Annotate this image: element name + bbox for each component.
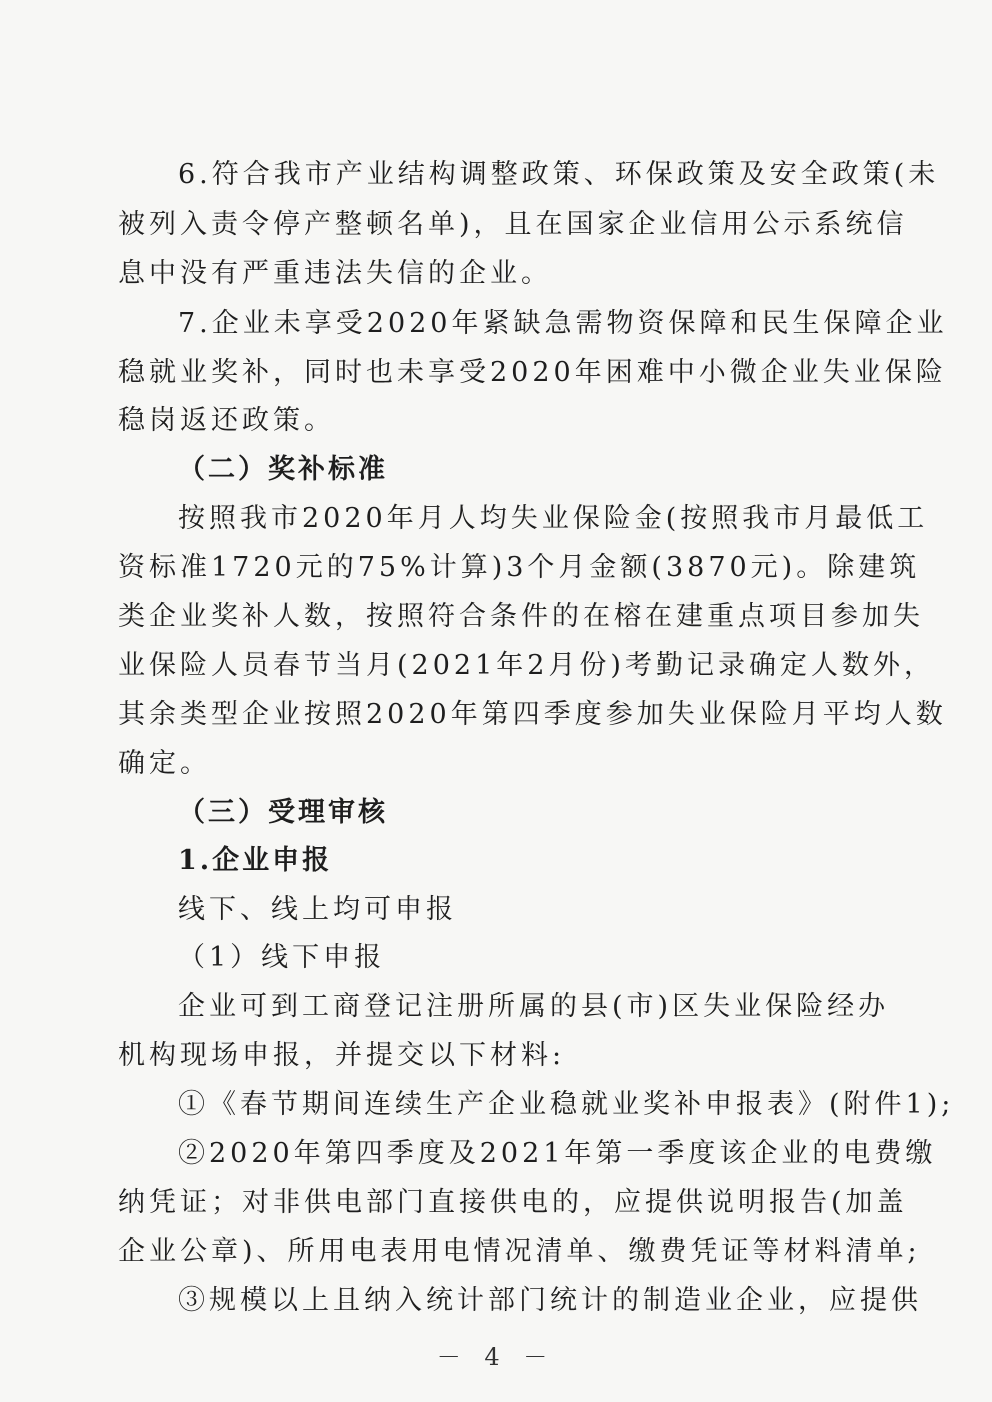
- material-item-2-line-2: 纳凭证；对非供电部门直接供电的，应提供说明报告(加盖: [118, 1187, 908, 1218]
- offline-paragraph-line-2: 机构现场申报，并提交以下材料:: [118, 1040, 566, 1071]
- standard-paragraph-line-3: 类企业奖补人数，按照符合条件的在榕在建重点项目参加失: [118, 601, 924, 632]
- paragraph-7-line-3: 稳岗返还政策。: [118, 405, 335, 436]
- paragraph-6-line-1: 6.符合我市产业结构调整政策、环保政策及安全政策(未: [178, 159, 940, 190]
- paragraph-6-line-3: 息中没有严重违法失信的企业。: [118, 258, 552, 289]
- material-item-2-line-3: 企业公章)、所用电表用电情况清单、缴费凭证等材料清单;: [118, 1236, 921, 1267]
- paragraph-7-line-1: 7.企业未享受2020年紧缺急需物资保障和民生保障企业: [178, 308, 948, 339]
- standard-paragraph-line-2: 资标准1720元的75%计算)3个月金额(3870元)。除建筑: [118, 552, 921, 583]
- apply-methods-line: 线下、线上均可申报: [178, 894, 457, 925]
- standard-paragraph-line-4: 业保险人员春节当月(2021年2月份)考勤记录确定人数外，: [118, 650, 935, 681]
- material-item-2-line-1: ②2020年第四季度及2021年第一季度该企业的电费缴: [178, 1138, 937, 1169]
- paragraph-6-line-2: 被列入责令停产整顿名单)，且在国家企业信用公示系统信: [118, 209, 908, 240]
- paragraph-7-line-2: 稳就业奖补，同时也未享受2020年困难中小微企业失业保险: [118, 357, 947, 388]
- page-number: － 4 －: [436, 1343, 556, 1371]
- material-item-3-line-1: ③规模以上且纳入统计部门统计的制造业企业，应提供: [178, 1285, 922, 1316]
- standard-paragraph-line-1: 按照我市2020年月人均失业保险金(按照我市月最低工: [178, 503, 929, 534]
- standard-paragraph-line-6: 确定。: [118, 748, 211, 779]
- subsection-heading-1: 1.企业申报: [178, 845, 333, 876]
- section-heading-3: （三）受理审核: [178, 797, 388, 828]
- section-heading-2: （二）奖补标准: [178, 454, 388, 485]
- offline-paragraph-line-1: 企业可到工商登记注册所属的县(市)区失业保险经办: [178, 991, 890, 1022]
- material-item-1: ①《春节期间连续生产企业稳就业奖补申报表》(附件1);: [178, 1089, 955, 1120]
- offline-apply-heading: （1）线下申报: [178, 942, 386, 973]
- standard-paragraph-line-5: 其余类型企业按照2020年第四季度参加失业保险月平均人数: [118, 699, 947, 730]
